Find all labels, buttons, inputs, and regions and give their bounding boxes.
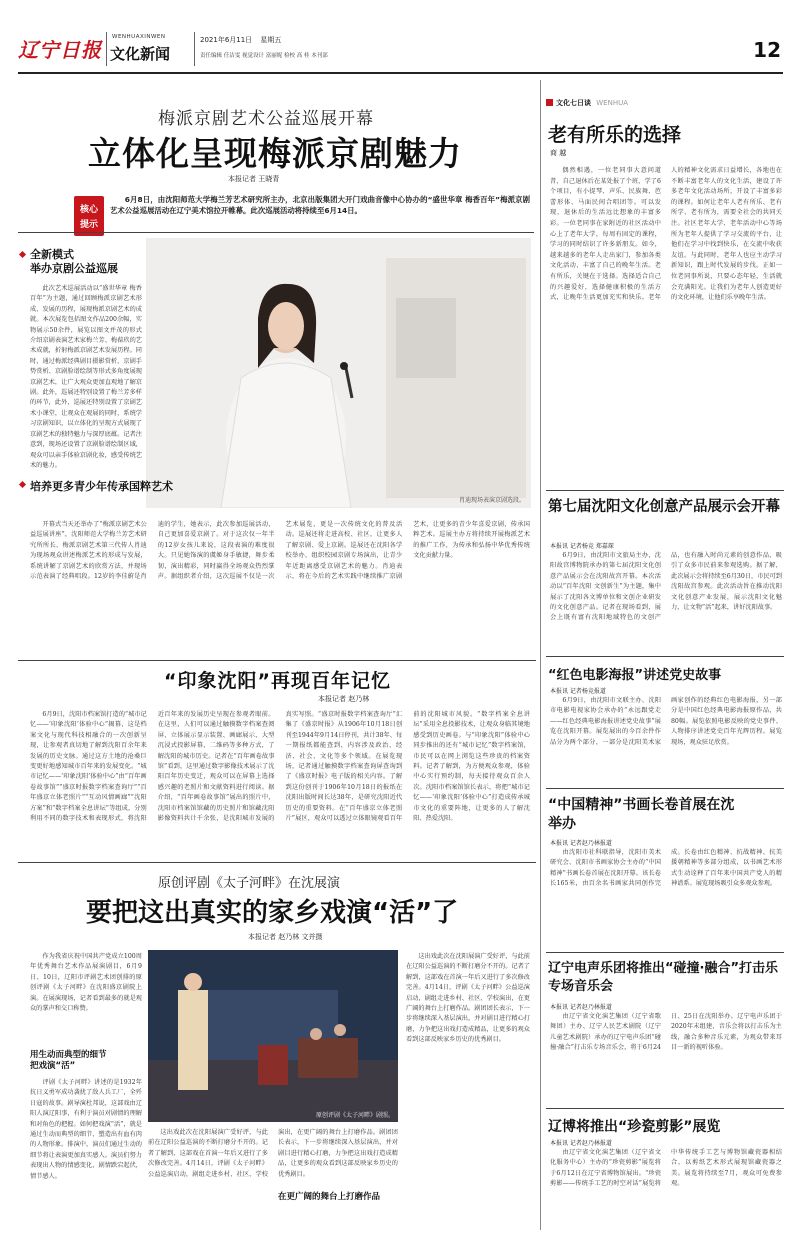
mei-subhead-1-text: 全新模式 举办京剧公益巡展	[30, 248, 118, 275]
red-body: 6月9日，由沈阳市文联主办、沈阳市电影电视家协会承办的“永远跟党走——红色经典电影海报讲述党史故事”展览在沈阳开幕。展览展出的今百余件作品分为两个部分，一部分是沈阳美术家画家创作的经典红色电影海报，另一部分是中国红色经典电影海报原作品，共80幅。展览依照电影反映的党史事件、人物排序讲述党史百年光辉历程。展览现场，观众驻足欣赏。	[550, 697, 782, 746]
masthead	[18, 30, 783, 70]
opera-kicker: 原创评剧《太子河畔》在沈展演	[158, 876, 341, 891]
red-byline: 本报讯 记者杨竞报道	[550, 688, 606, 695]
column-tag-label: 文化七日谈	[556, 99, 591, 107]
mei-photo-caption: 肖迪现场表演京剧选段。	[458, 497, 525, 504]
exhibit-headline: 第七届沈阳文化创意产品展示会开幕	[548, 499, 780, 515]
page-number: 12	[753, 38, 781, 62]
shenyang-article	[18, 666, 534, 866]
column-tag-pinyin: WENHUA	[596, 99, 628, 107]
issue-weekday: 星期五	[260, 36, 282, 44]
mei-subhead-2-text: 培养更多青少年传承国粹艺术	[30, 480, 173, 493]
shenyang-body: 6月9日，沈阳市档案馆打造的“城市记忆——‘印象沈阳’体验中心”揭幕，这是档案文化与现代科技相融合的一次创新呈现，让参观者真切地了解到沈阳百余年来发展的历史文脉。通过这方土地的沧桑巨变更好地感知城市百年来的发展变化。“城市记忆——‘印象沈阳’体验中心”由“百年画卷故事馆”“盛京时报数字档案查询厅”“百年盛京立体老照片”“互动风情画廊”“沈阳方案”和“数字档案全息讲坛”等组成，分别利用不同的数字技术和表现形式，将沈阳近百年来的发展历史呈现在参观者眼前。在这里，人们可以通过触摸数字档案查阅屏，立体展示显示装置、画廊展示、大型沉浸式投影屏幕，二维码等多种方式，了解沈阳的城市历史。记者在“百年画卷故事馆”看到，这里通过数字影像技术展示了沈阳百年历史变迁，观众可以在屏幕上选择感兴趣的老照片和文献资料进行阅读。据介绍，“百年画卷故事馆”展出的照片中，沈阳市档案馆馆藏的历史照片和馆藏沈阳影像资料共计千余张，是沈阳城市发展的真实写照。“盛京时报数字档案查询厅”汇集了《盛京时报》从1906年10月18日创刊至1944年9月14日停刊，共计38年、每一期报纸都能查到，内容涉及政治、经济、社会、文化等多个领域。在展览现场，记者通过触摸数字档案查询屏查询到了《盛京时报》电子版的相关内容。了解到这份创刊于1906年10月18日的报纸在沈阳出版时间长达38年，是研究沈阳近代历史的重要资料。在“百年盛京立体老照片”展区，观众可以透过立体眼镜观看百年前的沈阳城市风貌。“数字档案全息讲坛”采用全息投影技术，让观众身临其境地感受到历史画卷。与“印象沈阳”体验中心同步推出的还有“城市记忆”数字档案馆，市民可以在网上浏览这些珍贵的档案资料。记者了解到，为方便观众参观，体验中心实行预约制，每天接待观众百余人次。沈阳市档案馆馆长表示，将把“城市记忆——‘印象沈阳’体验中心”打造成传承城市文化的重要阵地，让更多的人了解沈阳、热爱沈阳。	[30, 711, 530, 823]
mei-article	[18, 80, 534, 660]
editor-credits: 责任编辑 任洁雯 视觉设计 富丽妮 检校 高 桂 本刊部	[200, 53, 328, 59]
mei-body-2: 开幕式当天还举办了“梅派京剧艺术公益巡展讲座”，沈阳师范大学梅兰芳艺术研究所所长、梅派京剧艺术第三代传人肖迪为现场观众讲述梅派艺术的形成与发展，系统讲解了京剧艺术的欣赏方法，并现场示范表演了经典唱段。12岁的李佳蔚是肖迪的学生，她表示，此次参加巡展活动，自己更加喜爱京剧了。对于这次仅一年半的12岁女孩儿来说，这段表演的难度很大。只见她饰演的虞姬身手敏捷，舞步柔韧，演出精彩，同时赢得全场观众热烈掌声。据组织者介绍，这次巡展不仅是一次艺术展览，更是一次传统文化的普及活动。巡展还将走进高校、社区，让更多人了解京剧、爱上京剧。巡展还在沈阳各学校举办，组织校园京剧专场演出，让青少年近距离感受京剧艺术的魅力。肖迪表示，将在今后的艺术实践中继续推广京剧艺术，让更多的青少年喜爱京剧，传承国粹艺术。巡展主办方将持续开展梅派艺术的推广工作，为传承和弘扬中华优秀传统文化贡献力量。	[30, 521, 530, 581]
spirit-headline: “中国精神”书画长卷首展在沈举办	[548, 797, 735, 832]
opera-subhead-2: 在更广阔的舞台上打磨作品	[278, 1192, 381, 1202]
mei-body-1: 此次艺术巡展活动以“盛世华章 梅香百年”为主题，通过回顾梅派京剧艺术形成、发展的历程，展现梅派京剧艺术的成就。本次展览包括图文作品200余幅，实物展示50余件，展览以图文并茂的形式介绍京剧表演艺术家梅兰芳、梅葆玖的艺术成就，折射梅派京剧艺术发展历程。同时，通过梅派经典剧目摄影赏析，京剧手势赏析、京剧脸谱绘制等形式多角度展现京剧艺术，让广大观众更加直观地了解京剧。此外，巡展还特别设置了梅兰芳多样的环节，此外，巡展还特别设置了京剧艺术小课堂，让观众在观展的同时，系统学习京剧知识，以立体化的呈现方式展现了京剧艺术的独特魅力与深厚底蕴。记者注意到，现场还设置了京剧脸谱绘制区域，观众可以亲手体验京剧化妆，感受传统艺术的魅力。	[30, 285, 142, 469]
opera-byline: 本报记者 赵乃林 文并摄	[248, 933, 323, 941]
red-headline: “红色电影海报”讲述党史故事	[548, 668, 722, 683]
opera-stage-photo	[148, 950, 398, 1122]
mei-kicker: 梅派京剧艺术公益巡展开幕	[158, 109, 374, 129]
stage-scene	[148, 950, 398, 1122]
opera-body-2: 评剧《太子河畔》讲述的是1932年抗日义勇军成功袭扰了敌人兵工厂，全歼日寇的故事。剧导演杜邦说，这部戏由辽阳人演辽阳事，有利于演员对剧情的理解和对角色的把握。如何把戏演“活”，就是通过生动而典型的细节，塑造出有血有肉的人物形象。排演中，演员们通过生动的细节将让表演更加真实感人。演员们努力表现出人物的情感变化，剧情跌宕起伏，情节感人。	[30, 1079, 142, 1180]
key-tip-badge	[74, 196, 104, 236]
section-name: 文化新闻	[110, 45, 171, 63]
opera-body-right: 这出戏此次在沈阳展演广受好评，与此前在辽阳公益巡演的不断打磨分不开的。记者了解到，这部戏在首演一年后又进行了多次修改完善。4月14日，评剧《太子河畔》公益巡演启动，剧组走进乡村、社区、学校演出，在更广阔的舞台上打磨作品。剧团团长表示，下一步将继续深入基层演出，并对剧目进行精心打磨，力争把这出戏打造成精品，让更多的观众看到这部反映家乡历史的优秀剧目。	[406, 953, 530, 1044]
radio-body: 由辽宁省文化演艺集团（辽宁省歌舞团）主办、辽宁人民艺术剧院（辽宁儿童艺术剧院）承办的辽宁电声乐团“碰撞·融合”打击乐专场音乐会，将于6月24日、25日在沈阳举办。辽宁电声乐团于2020年末组建，音乐会将以打击乐为主线，融合多种音乐元素，为观众带来耳目一新的视听体验。	[550, 1013, 782, 1052]
mei-lead: 6月8日，由沈阳师范大学梅兰芳艺术研究所主办，北京出版集团大开门戏曲音像中心协办的“盛世华章 梅香百年”梅派京剧艺术公益巡展活动在辽宁美术馆拉开帷幕。此次巡展活动将持续至6月14日。	[110, 195, 530, 215]
opera-article	[18, 872, 534, 1232]
mei-performer-photo	[146, 238, 531, 508]
essay-body: 偶然相遇，一位老同事大意问道昔，自己退休后在某处报了个班，学了6个项目，有小提琴、声乐、民族舞、芭蕾形体、马面民间合唱团等。可以发现，退休后的生活远比想象的丰富多彩。一位老同事在家附近的社区活动中心上了老年大学，每周有固定的课程，学习的同时结识了许多新朋友。如今，越来越多的老年人走出家门，参加各类文化活动，丰富了自己的晚年生活。老有所乐，关键在于选择。选择适合自己的兴趣爱好，选择健康积极的生活方式，让晚年生活更加充实和快乐。老年人的精神文化需求日益增长，各地也在不断丰富老年人的文化生活，建设了许多老年文化活动场所，开设了丰富多彩的课程。如何让老年人老有所乐、老有所学、老有所为，需要全社会的共同关注。社区老年大学、老年活动中心等场所为老年人提供了学习交流的平台，让他们在学习中找到快乐，在交流中收获友谊。与此同时，老年人也应主动学习新知识，跟上时代发展的步伐。正如一位老同事所说，只要心态年轻，生活就会充满阳光。让我们为老年人创造更好的文化环境，让他们乐享晚年生活。	[550, 167, 782, 302]
essay-author: 商 越	[550, 149, 567, 157]
spirit-body: 由沈阳市社科联指导，沈阳市美术研究会、沈阳市书画家协会主办的“中国精神”书画长卷首展在沈阳开幕。该长卷长165米，由百余名书画家共同创作完成。长卷由红色精神、抗战精神、抗美援朝精神等多部分组成，以书画艺术形式生动诠释了百年来中国共产党人的精神谱系。展览现场吸引众多观众参观。	[550, 849, 782, 888]
opera-subhead-1: 用生动而典型的细节 把戏演“活”	[30, 1050, 107, 1071]
opera-body-1: 作为我省庆祝中国共产党成立100周年优秀舞台艺术作品展演剧目，6月9日、10日，辽阳市评剧艺术团创排的原创评剧《太子河畔》在沈阳盛京剧院上演。在展演现场，记者看到最多的就是观众的掌声和交口称赞。	[30, 953, 142, 1013]
radio-headline: 辽宁电声乐团将推出“碰撞·融合”打击乐专场音乐会	[548, 961, 779, 994]
paper-headline: 辽博将推出“珍瓷剪影”展览	[548, 1119, 721, 1135]
exhibit-body: 6月9日，由沈阳市文旅局主办，沈阳故宫博物院承办的第七届沈阳文化创意产品展示会在沈阳故宫开幕。本次活动以“百年沈阳 文创新生”为主题，集中展示了沈阳各文博单位和文创企业研发的文化创意产品。记者在现场看到，展会上既有富有沈阳地域特色的文创产品，也有融入时尚元素的创意作品，吸引了众多市民前来参观选购。据了解，此次展示会将持续至6月30日，市民可到沈阳故宫参观。此次活动旨在推动沈阳文化创意产业发展，展示沈阳文化魅力，让文物“活”起来，讲好沈阳故事。	[550, 552, 782, 622]
opera-headline: 要把这出真实的家乡戏演“活”了	[86, 898, 459, 928]
spirit-byline: 本报讯 记者赵乃林报道	[550, 840, 612, 847]
opera-photo-caption: 原创评剧《太子河畔》剧照。	[315, 1112, 394, 1119]
shenyang-headline: “印象沈阳”再现百年记忆	[164, 670, 391, 692]
section-pinyin: WENHUAXINWEN	[112, 34, 166, 40]
essay-headline: 老有所乐的选择	[548, 124, 682, 146]
paper-byline: 本报讯 记者赵乃林报道	[550, 1140, 612, 1147]
key-tip-badge-line2: 提示	[79, 220, 98, 230]
opera-body-3: 这出戏此次在沈阳展演广受好评，与此前在辽阳公益巡演的不断打磨分不开的。记者了解到，这部戏在首演一年后又进行了多次修改完善。4月14日，评剧《太子河畔》公益巡演启动，剧组走进乡村、社区、学校演出，在更广阔的舞台上打磨作品。剧团团长表示，下一步将继续深入基层演出，并对剧目进行精心打磨，力争把这出戏打造成精品，让更多的观众看到这部反映家乡历史的优秀剧目。	[148, 1129, 398, 1178]
shenyang-byline: 本报记者 赵乃林	[318, 695, 370, 703]
opera-body-3a	[148, 1128, 398, 1188]
newspaper-logo: 辽宁日报	[18, 38, 102, 62]
mei-byline: 本报记者 王晓青	[228, 175, 280, 183]
radio-byline: 本报讯 记者赵乃林报道	[550, 1004, 612, 1011]
key-tip-badge-line1: 核心	[79, 205, 98, 215]
right-column	[546, 98, 784, 1233]
issue-date: 2021年6月11日	[200, 36, 253, 44]
exhibit-byline: 本报讯 记者杨竞 郑嘉琛	[550, 543, 614, 550]
performer-figure	[146, 238, 531, 508]
paper-body: 由辽宁省文化演艺集团（辽宁省文化服务中心）主办的“珍瓷剪影”展览将于6月12日在辽宁省博物馆展出。“珍瓷剪影——传统手工艺的时空对话”展览将中华传统手工艺与博物馆藏瓷器相结合，以剪纸艺术形式展现馆藏瓷器之美。展览将持续至7月，观众可免费参观。	[550, 1149, 782, 1188]
column-tag	[546, 98, 628, 108]
mei-headline: 立体化呈现梅派京剧魅力	[88, 134, 462, 173]
